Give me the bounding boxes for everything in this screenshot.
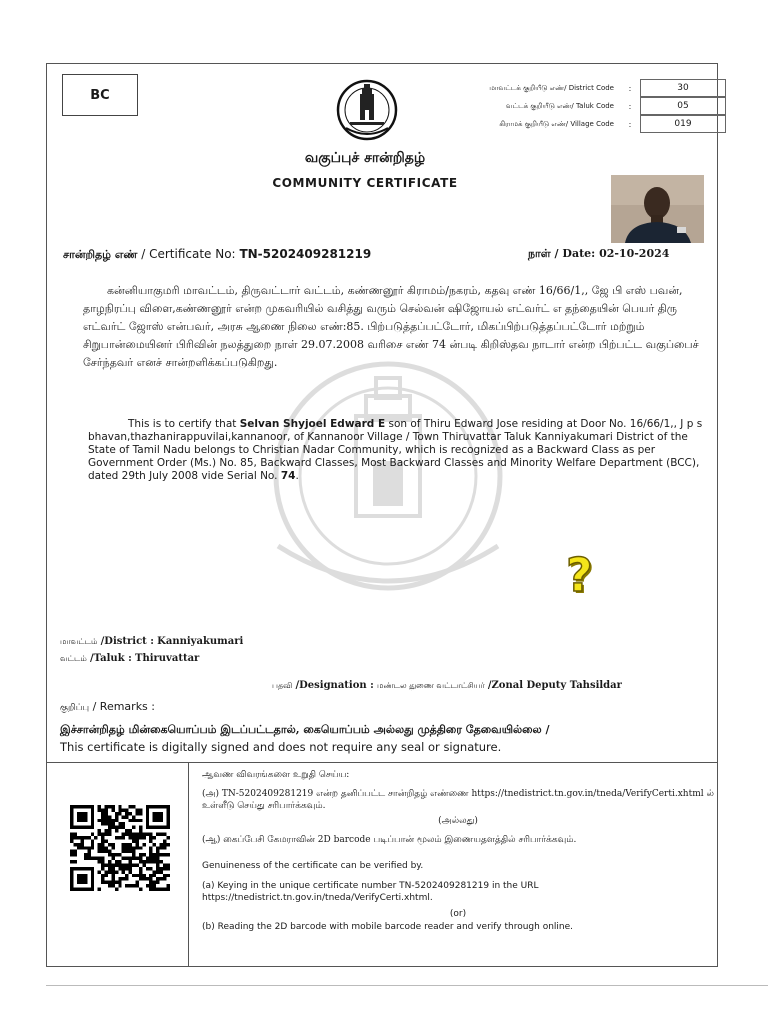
english-prefix: This is to certify that [128,418,237,430]
holder-name: Selvan Shyjoel Edward E [239,418,386,430]
village-code-value: 019 [640,115,726,133]
verification-or-english: (or) [449,909,467,919]
district-value: Kanniyakumari [157,636,244,647]
verification-option-b-tamil: (ஆ) கைப்பேசி கேமராவின் 2D barcode படிப்பான் மூலம் இணையதளத்தில் சரிபார்க்கவும். [202,835,577,845]
question-mark-overlay: ? [566,548,593,602]
signature-note-tamil: இச்சான்றிதழ் மின்கையொப்பம் இடப்பட்டதால், கையொப்பம் அல்லது முத்திரை தேவையில்லை / [60,723,550,736]
taluk-code-row: வட்டக் குறியீடு எண்/ Taluk Code : 05 [470,97,726,115]
taluk-code-value: 05 [640,97,726,115]
district-code-row: மாவட்டக் குறியீடு எண்/ District Code : 30 [470,79,726,97]
title-tamil: வகுப்புச் சான்றிதழ் [304,150,426,166]
verification-option-a-english: (a) Keying in the unique certificate number TN-5202409281219 in the URL https://tnedistrict.tn.gov.in/tneda/VerifyCerti.xhtml. [202,881,539,903]
tamil-nadu-emblem-icon [336,78,398,144]
district-line: மாவட்டம் /District : Kanniyakumari [60,636,244,647]
verification-heading-tamil: ஆவண விவரங்களை உறுதி செய்ய: [202,770,350,780]
verification-option-b-english: (b) Reading the 2D barcode with mobile barcode reader and verify through online. [202,922,574,932]
remarks-line: குறிப்பு / Remarks : [60,700,155,713]
qr-code-icon [70,805,170,891]
photo-icon [611,175,704,243]
page-bottom-rule [46,985,768,986]
verification-option-a-tamil: (அ) TN-5202409281219 என்ற தனிப்பட்ட சான்றிதழ் எண்ணை https://tnedistrict.tn.gov.in/tneda/VerifyCerti.xhtml ல் உள்ளீடு செய்து சரிபார்க்கவும். [202,789,714,811]
district-code-label: மாவட்டக் குறியீடு எண்/ District Code [489,83,614,92]
date-label: நாள் / Date: [528,247,596,260]
tamil-paragraph-text: கன்னியாகுமரி மாவட்டம், திருவட்டார் வட்டம், கண்ணனூர் கிராமம்/நகரம், கதவு எண் 16/66/1,, ஜே பி எஸ் பவன், தாழநிரப்பு விளை,கண்ணனூர் என்ற முகவரியில் வசித்து வரும் செல்வன் ஷிஜோயல் எட்வர்ட் எ தந்தையின் பெயர் திரு எட்வர்ட் ஜோஸ் என்பவர், அரசு ஆணை நிலை எண்:85. பிற்படுத்தப்பட்டோர், மிகப்பிற்படுத்தப்பட்டோர் மற்றும் சிறுபான்மையினர் பிரிவின் நலத்துறை நாள் 29.07.2008 வரிசை எண் 74 ன்படி கிறிஸ்தவ நாடார் என்ற பிற்பட்ட வகுப்பைச் சேர்ந்தவர் எனச் சான்றளிக்கப்படுகிறது. [83,284,699,369]
category-box: BC [62,74,138,116]
designation-line: பதவி /Designation : மண்டல துணை வட்டாட்சியர் /Zonal Deputy Tahsildar [272,680,622,691]
designation-value: /Zonal Deputy Tahsildar [487,680,622,691]
certificate-number-label-tamil: சான்றிதழ் எண் [63,248,138,261]
certificate-number-line [63,247,371,263]
district-code-value: 30 [640,79,726,97]
english-body-text: son of Thiru Edward Jose residing at Door No. 16/66/1,, J p s bhavan,thazhanirappuvilai,kannanoor, of Kannanoor Village / Town Thiruvattar Taluk Kanniyakumari District of the State of Tamil Nadu belongs to Christian Nadar Community, which is recognized as a Backward Class as per Government Order (Ms.) No. 85, Backward Classes, Most Backward Classes and Minority Welfare Department (BCC), dated 29th July 2008 vide Serial No. [88,418,703,482]
date-line [528,247,669,262]
verification-or-tamil: (அல்லது) [438,816,478,826]
village-code-row: கிராமக் குறியீடு எண்/ Village Code : 019 [470,115,726,133]
certificate-number: TN-5202409281219 [239,247,372,261]
code-table [470,79,726,133]
certificate-number-label-english: / Certificate No: [141,247,236,261]
taluk-code-label: வட்டக் குறியீடு எண்/ Taluk Code [505,101,614,110]
date-value: 02-10-2024 [599,247,670,260]
english-certification-paragraph: This is to certify that Selvan Shyjoel Edward E son of Thiru Edward Jose residing at Door No. 16/66/1,, J p s bhavan,thazhanirappuvilai,kannanoor, of Kannanoor Village / Town Thiruvattar Taluk Kanniyakumari District of the State of Tamil Nadu belongs to Christian Nadar Community, which is recognized as a Backward Class as per Government Order (Ms.) No. 85, Backward Classes, Most Backward Classes and Minority Welfare Department (BCC), dated 29th July 2008 vide Serial No. 74. [88,418,703,482]
signature-note-english: This certificate is digitally signed and does not require any seal or signature. [60,740,502,754]
verification-divider [188,762,189,967]
taluk-line: வட்டம் /Taluk : Thiruvattar [60,653,200,664]
serial-number: 74 [280,470,296,482]
taluk-value: Thiruvattar [135,653,200,664]
watermark-emblem-icon [238,356,538,616]
village-code-label: கிராமக் குறியீடு எண்/ Village Code [499,119,614,128]
verification-heading-english: Genuineness of the certificate can be verified by. [202,861,424,871]
title-english: COMMUNITY CERTIFICATE [272,176,458,190]
tamil-certification-paragraph [83,282,718,372]
